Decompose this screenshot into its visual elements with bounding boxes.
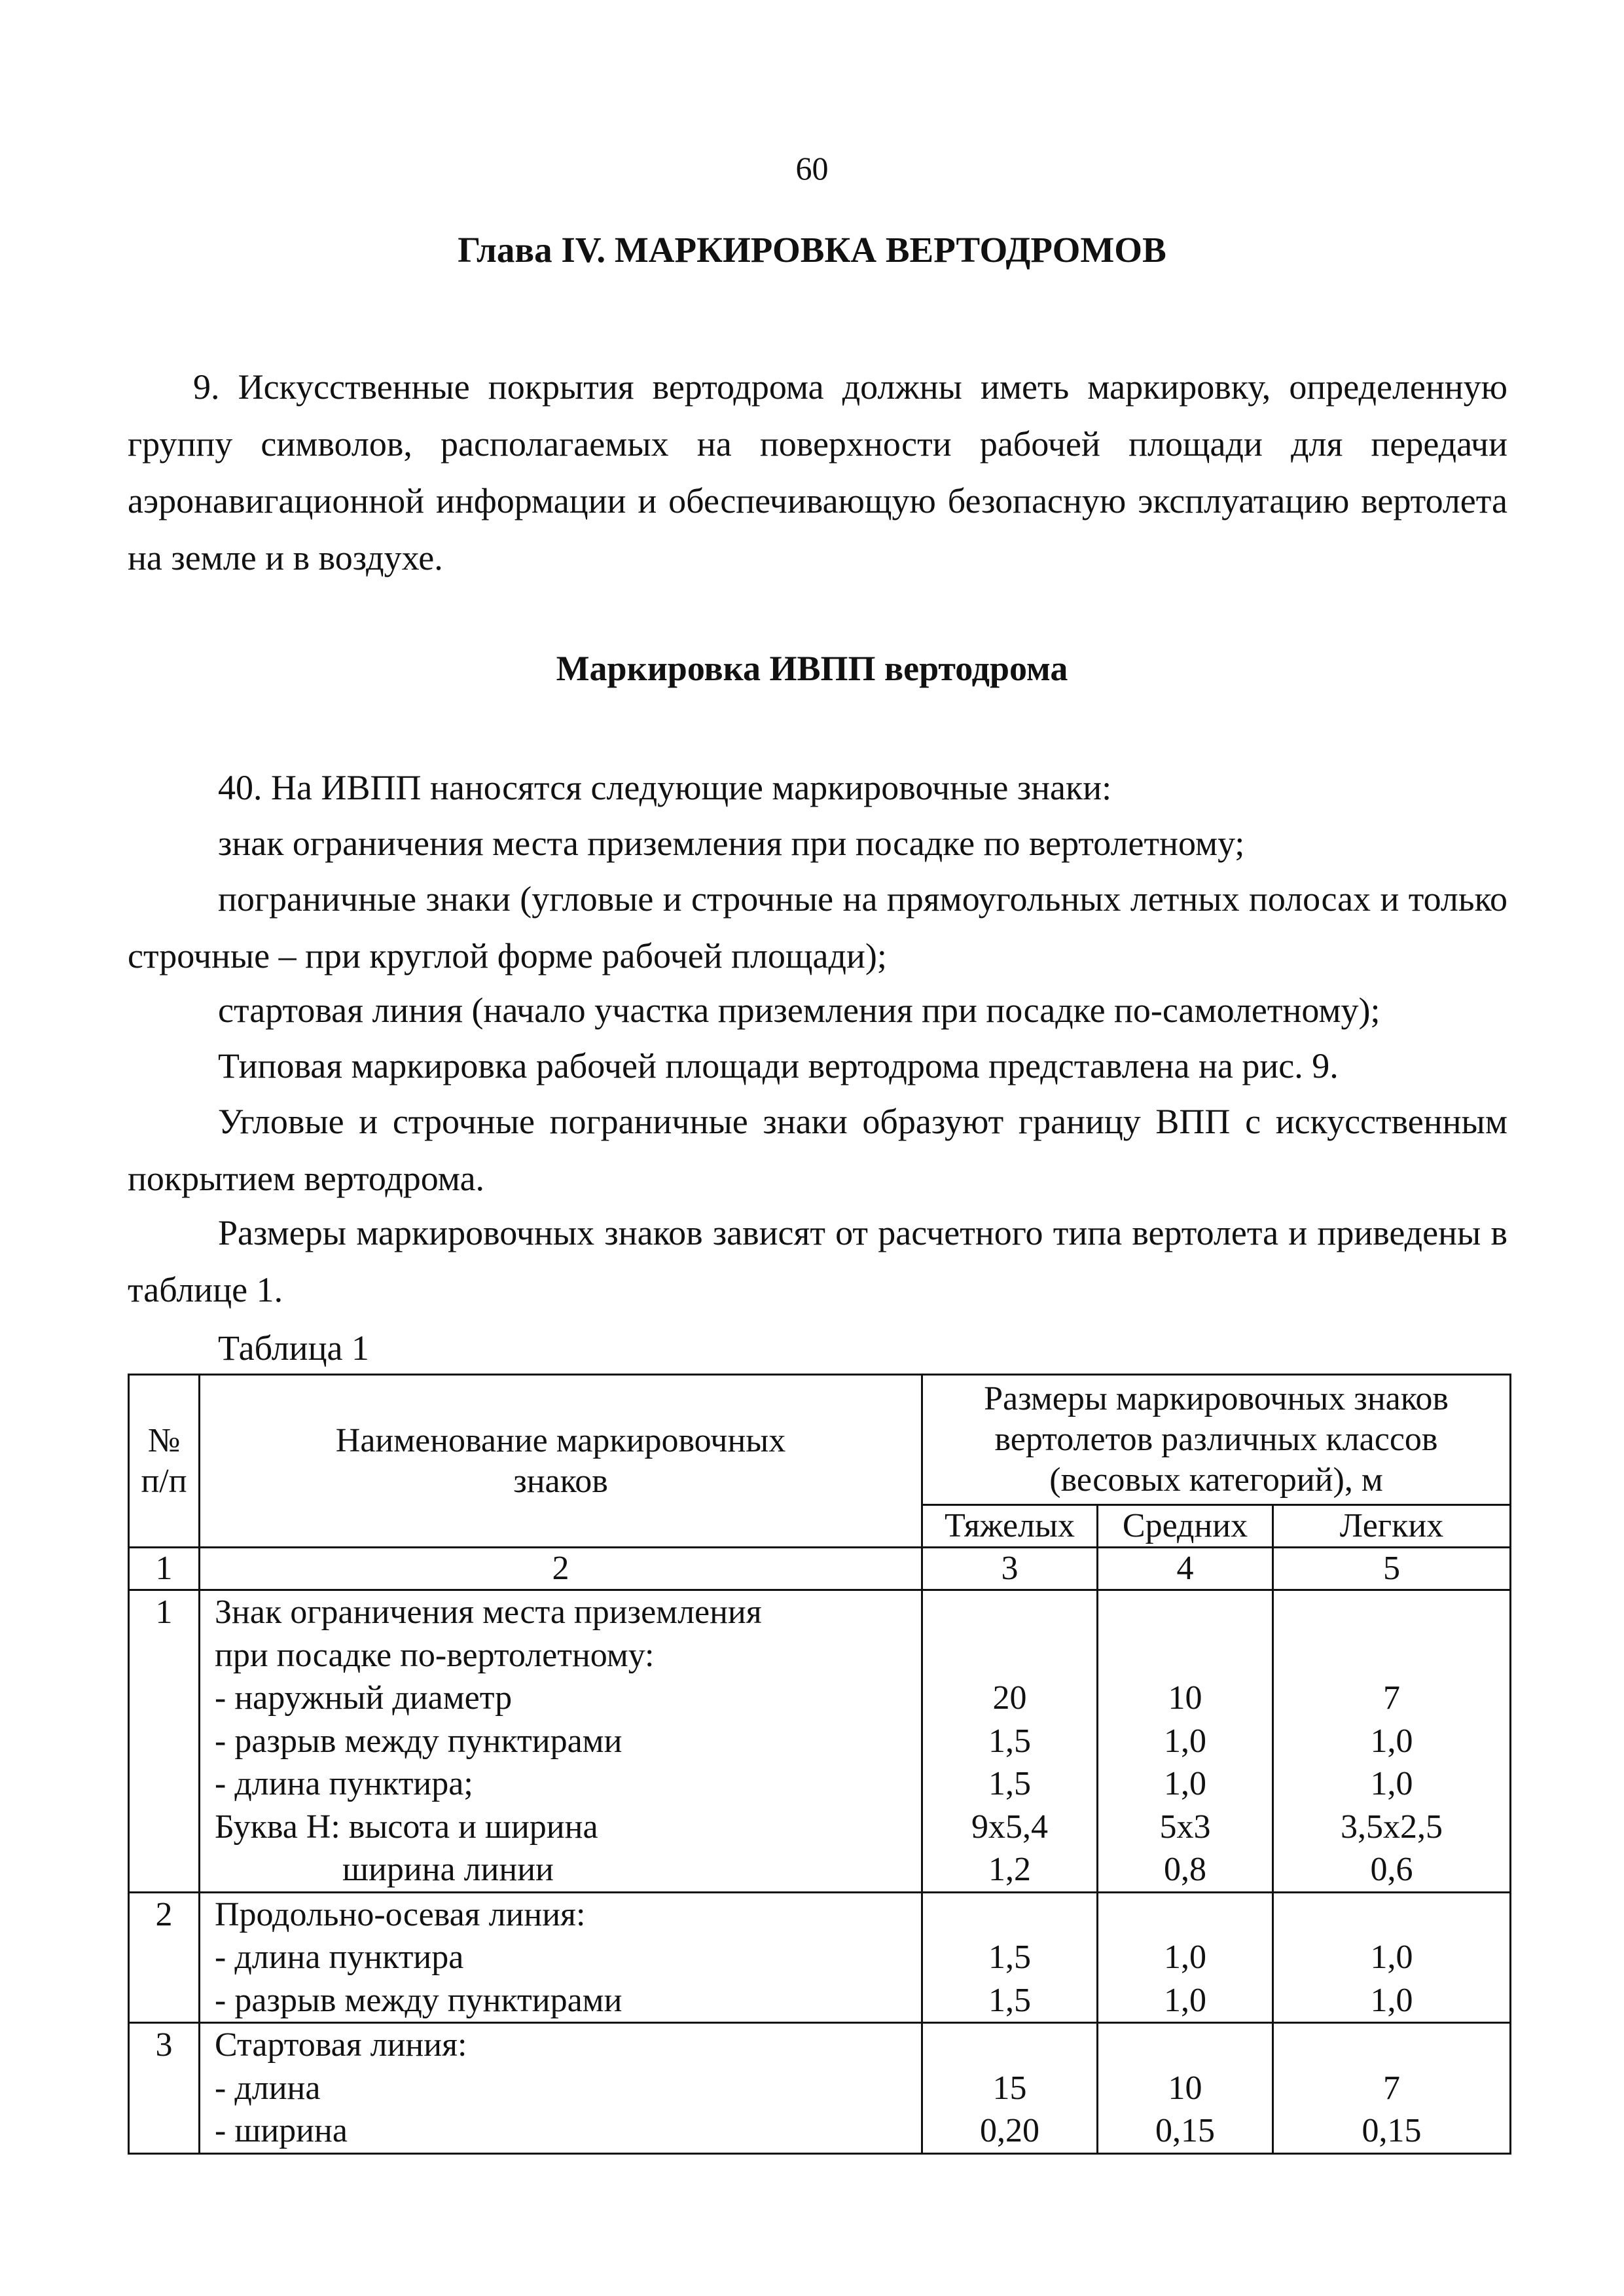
row-name-cell (200, 1892, 922, 2023)
list-item (128, 982, 1507, 1039)
heavy-value (923, 2024, 1096, 2067)
row-num: 2 (155, 1895, 173, 1933)
table-caption: Таблица 1 (218, 1328, 369, 1368)
medium-value: 1,0 (1164, 1722, 1206, 1760)
heavy-value: 15 (992, 2069, 1027, 2107)
header-num-line2: п/п (141, 1462, 187, 1500)
row-name-line: - разрыв между пунктирами (215, 1981, 623, 2019)
light-value: 1,0 (1370, 1981, 1413, 2019)
list-item (128, 815, 1507, 872)
header-name-line2: знаков (513, 1462, 608, 1500)
list-item-text: стартовая линия (начало участка приземления при посадке по-самолетному); (218, 991, 1380, 1030)
medium-value: 1,0 (1164, 1981, 1206, 2019)
light-values (1273, 2023, 1511, 2154)
list-item-text: пограничные знаки (угловые и строчные на прямоугольных летных полосах и только строчные – при круглой форме рабочей площади); (128, 879, 1507, 975)
header-num-line1: № (147, 1421, 181, 1459)
col-number: 5 (1273, 1548, 1511, 1590)
heavy-value (923, 1893, 1096, 1937)
header-sizes-line1: Размеры маркировочных знаков (984, 1380, 1449, 1417)
medium-values (1098, 1590, 1273, 1893)
paragraph-border-text: Угловые и строчные пограничные знаки образуют границу ВПП с искусственным покрытием вертодрома. (128, 1102, 1507, 1198)
row-num-cell (129, 1590, 200, 1893)
light-value: 0,15 (1362, 2112, 1422, 2149)
row-num-cell (129, 2023, 200, 2154)
row-name-line: ширина линии (342, 1851, 554, 1888)
medium-value: 5х3 (1159, 1808, 1211, 1846)
heavy-values (922, 1590, 1098, 1893)
light-value: 1,0 (1370, 1939, 1413, 1976)
paragraph-border (128, 1093, 1507, 1207)
light-value: 3,5х2,5 (1341, 1808, 1443, 1846)
medium-value (1098, 1634, 1272, 1677)
medium-value: 10 (1168, 1679, 1202, 1717)
header-sizes-line3: (весовых категорий), м (1049, 1461, 1383, 1499)
heavy-value (923, 1634, 1096, 1677)
medium-value (1098, 2024, 1272, 2067)
paragraph-40-text: 40. На ИВПП наносятся следующие маркировочные знаки: (218, 768, 1112, 807)
row-num: 1 (155, 1594, 173, 1631)
header-name (200, 1375, 922, 1548)
header-sizes (922, 1375, 1511, 1505)
heavy-value: 1,5 (988, 1939, 1031, 1976)
light-value: 1,0 (1370, 1722, 1413, 1760)
row-name-line: - наружный диаметр (215, 1679, 513, 1717)
heavy-value (923, 1591, 1096, 1634)
dimensions-table (128, 1374, 1511, 2155)
heavy-value: 1,2 (988, 1851, 1031, 1888)
col-number: 1 (129, 1548, 200, 1590)
row-name-line: при посадке по-вертолетному: (215, 1636, 655, 1674)
medium-value: 0,8 (1164, 1851, 1206, 1888)
row-name-line: Буква Н: высота и ширина (215, 1808, 598, 1846)
light-value (1274, 1634, 1509, 1677)
list-item-text: Типовая маркировка рабочей площади вертодрома представлена на рис. 9. (218, 1046, 1339, 1085)
col-number: 2 (200, 1548, 922, 1590)
paragraph-9-text: 9. Искусственные покрытия вертодрома должны иметь маркировку, определенную группу символов, располагаемых на поверхности рабочей площади для передачи аэронавигационной информации и обеспечивающую безопасную эксплуатацию вертолета на земле и в воздухе. (128, 367, 1507, 577)
column-number-row (129, 1548, 1511, 1590)
row-name-cell (200, 2023, 922, 2154)
col-heavy-header: Тяжелых (922, 1505, 1098, 1548)
heavy-value: 9х5,4 (971, 1808, 1048, 1846)
row-name-cell (200, 1590, 922, 1893)
list-item-text: знак ограничения места приземления при посадке по вертолетному; (218, 824, 1245, 863)
table-row (129, 1590, 1511, 1893)
col-number: 4 (1098, 1548, 1273, 1590)
light-values (1273, 1590, 1511, 1893)
medium-value: 1,0 (1164, 1939, 1206, 1976)
list-item (128, 1038, 1507, 1095)
light-value (1274, 1591, 1509, 1634)
header-sizes-line2: вертолетов различных классов (994, 1421, 1438, 1458)
heavy-value: 1,5 (988, 1722, 1031, 1760)
section-title: Маркировка ИВПП вертодрома (556, 649, 1068, 688)
page-number: 60 (795, 150, 829, 187)
col-light-header: Легких (1273, 1505, 1511, 1548)
table-row (129, 2023, 1511, 2154)
heavy-value: 0,20 (980, 2112, 1039, 2149)
col-medium-header: Средних (1098, 1505, 1273, 1548)
heavy-value: 1,5 (988, 1981, 1031, 2019)
row-name-line: Продольно-осевая линия: (215, 1895, 586, 1933)
header-name-line1: Наименование маркировочных (335, 1421, 786, 1459)
heavy-value: 20 (992, 1679, 1027, 1717)
paragraph-40 (128, 759, 1507, 816)
paragraph-9 (128, 359, 1507, 587)
heavy-values (922, 2023, 1098, 2154)
medium-values (1098, 1892, 1273, 2023)
row-name-line: - длина (215, 2069, 321, 2107)
light-values (1273, 1892, 1511, 2023)
light-value: 7 (1383, 1679, 1401, 1717)
row-name-line: - разрыв между пунктирами (215, 1722, 623, 1760)
heavy-value: 1,5 (988, 1765, 1031, 1802)
paragraph-sizes-text: Размеры маркировочных знаков зависят от расчетного типа вертолета и приведены в таблице 1. (128, 1213, 1507, 1309)
light-value: 7 (1383, 2069, 1401, 2107)
row-name-line: - длина пунктира (215, 1939, 464, 1976)
row-num: 3 (155, 2026, 173, 2064)
light-value: 0,6 (1370, 1851, 1413, 1888)
table-row (129, 1892, 1511, 2023)
paragraph-sizes (128, 1205, 1507, 1319)
table-header-row (129, 1375, 1511, 1505)
medium-value (1098, 1591, 1272, 1634)
row-num-cell (129, 1892, 200, 2023)
col-number: 3 (922, 1548, 1098, 1590)
medium-value: 1,0 (1164, 1765, 1206, 1802)
medium-value (1098, 1893, 1272, 1937)
row-name-line: - длина пунктира; (215, 1765, 473, 1802)
medium-values (1098, 2023, 1273, 2154)
row-name-line: Стартовая линия: (215, 2026, 467, 2064)
chapter-title: Глава IV. МАРКИРОВКА ВЕРТОДРОМОВ (458, 230, 1166, 270)
row-name-line: Знак ограничения места приземления (215, 1594, 762, 1631)
row-name-line: - ширина (215, 2112, 348, 2149)
heavy-values (922, 1892, 1098, 2023)
header-num (129, 1375, 200, 1548)
medium-value: 10 (1168, 2069, 1202, 2107)
light-value (1274, 2024, 1509, 2067)
light-value (1274, 1893, 1509, 1937)
light-value: 1,0 (1370, 1765, 1413, 1802)
medium-value: 0,15 (1155, 2112, 1215, 2149)
list-item (128, 871, 1507, 985)
